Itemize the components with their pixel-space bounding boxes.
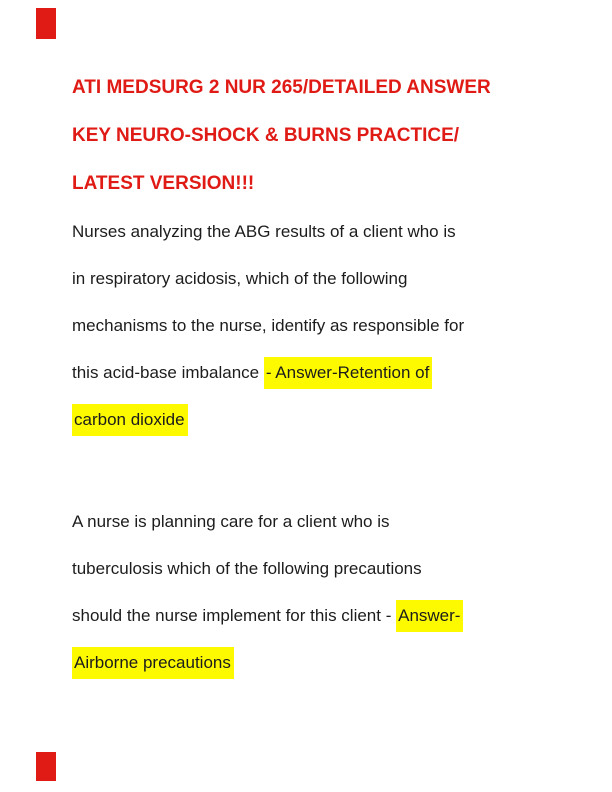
text-line (72, 639, 540, 686)
body-text: this acid-base imbalance (72, 363, 264, 382)
body-text: tuberculosis which of the following precautions (72, 559, 422, 578)
paragraph-2 (72, 498, 540, 686)
document-content (72, 0, 540, 686)
body-text: Nurses analyzing the ABG results of a client who is (72, 222, 456, 241)
document-body (72, 208, 540, 686)
text-line (72, 349, 540, 396)
red-corner-marker-top (36, 8, 56, 39)
answer-highlight: carbon dioxide (72, 404, 188, 436)
title-line-1: ATI MEDSURG 2 NUR 265/DETAILED ANSWER (72, 77, 491, 98)
title-line-3: LATEST VERSION!!! (72, 173, 255, 194)
body-text: in respiratory acidosis, which of the following (72, 269, 408, 288)
body-text: A nurse is planning care for a client who is (72, 512, 390, 531)
text-line (72, 592, 540, 639)
paragraph-1 (72, 208, 540, 443)
document-title (72, 64, 540, 208)
text-line (72, 302, 540, 349)
answer-highlight: Airborne precautions (72, 647, 234, 679)
text-line (72, 208, 540, 255)
text-line (72, 545, 540, 592)
red-corner-marker-bottom (36, 752, 56, 781)
answer-highlight: - Answer-Retention of (264, 357, 432, 389)
body-text: mechanisms to the nurse, identify as responsible for (72, 316, 465, 335)
text-line (72, 255, 540, 302)
answer-highlight: Answer- (396, 600, 463, 632)
text-line (72, 498, 540, 545)
title-line-2: KEY NEURO-SHOCK & BURNS PRACTICE/ (72, 125, 460, 146)
text-line (72, 396, 540, 443)
body-text: should the nurse implement for this client - (72, 606, 397, 625)
